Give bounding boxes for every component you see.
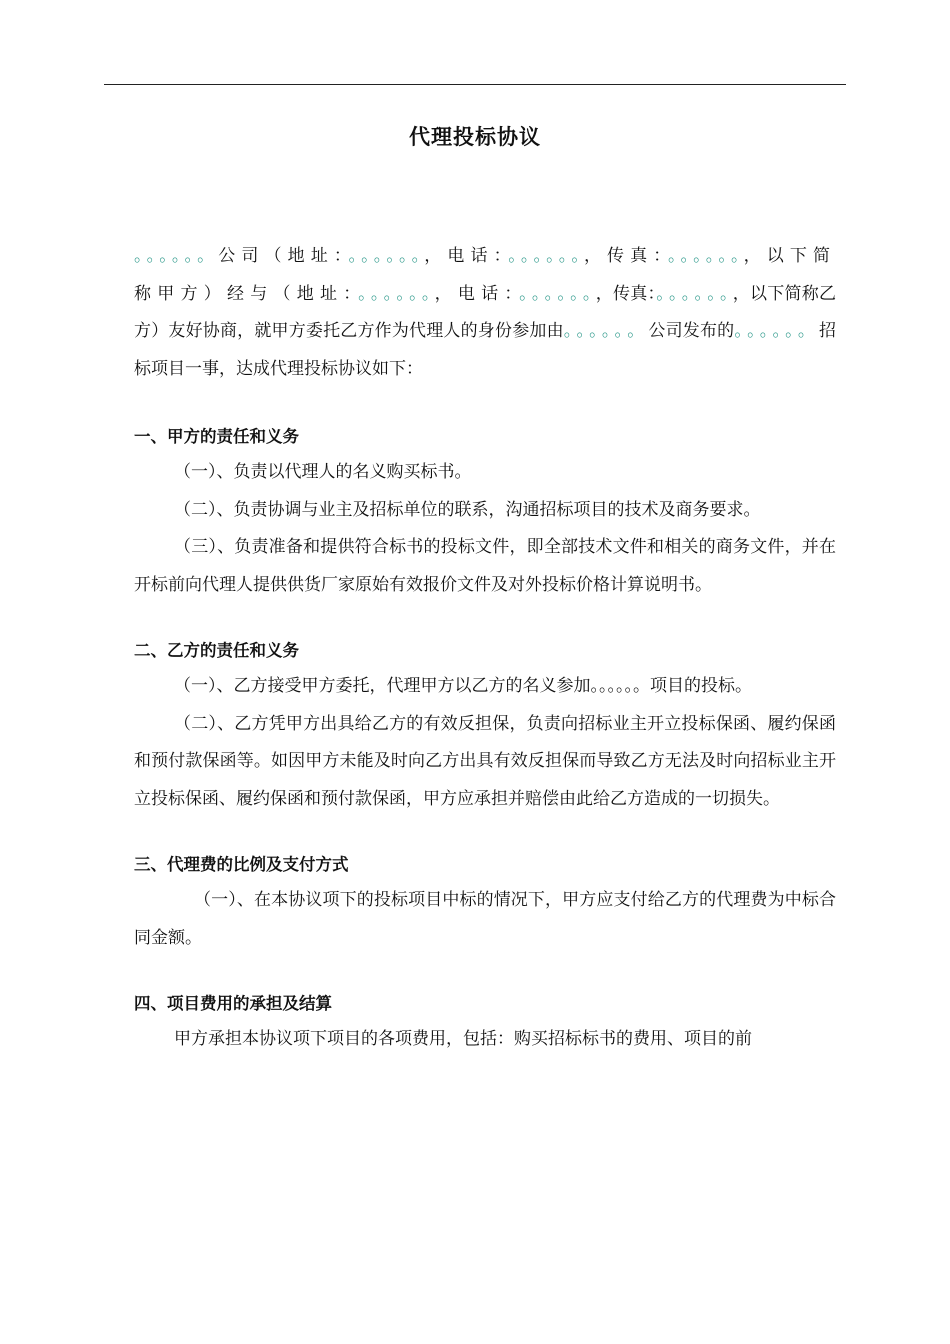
intro-text-7: ，以下简称乙方）友好协商，就甲方委托乙方作为代理人的身份参加由 <box>134 283 837 341</box>
section-1-item-2: （二）、负责协调与业主及招标单位的联系，沟通招标项目的技术及商务要求。 <box>174 499 761 520</box>
intro-text-2: ，电话： <box>424 246 509 266</box>
blank-party-b-phone: 。。。。。。 <box>519 283 596 304</box>
intro-paragraph <box>134 238 836 388</box>
section-3-item-1: （一）、在本协议项下的投标项目中标的情况下，甲方应支付给乙方的代理费为中标合同金额。 <box>134 890 836 948</box>
intro-text-1: 公司（地址： <box>218 246 349 266</box>
section-4-item-1: 甲方承担本协议项下项目的各项费用，包括：购买招标标书的费用、项目的前 <box>174 1029 752 1049</box>
intro-text-5: ，电话： <box>434 283 520 304</box>
section-2-item-1: （一）、乙方接受甲方委托，代理甲方以乙方的名义参加。。。。。。项目的投标。 <box>174 676 752 696</box>
section-1-item-1: （一）、负责以代理人的名义购买标书。 <box>174 462 472 482</box>
intro-text-3: ，传真： <box>583 246 668 266</box>
section-3-heading: 三、代理费的比例及支付方式 <box>134 855 349 874</box>
blank-party-b-fax: 。。。。。。 <box>656 283 733 304</box>
document-body <box>134 238 836 1059</box>
blank-project-name: 。。。。。。 <box>734 321 820 341</box>
blank-party-b-address: 。。。。。。 <box>358 283 435 304</box>
blank-issuer-company: 。。。。。。 <box>563 321 649 341</box>
section-1-heading: 一、甲方的责任和义务 <box>134 427 299 446</box>
intro-text-4: ，以下简称甲方）经与（地址： <box>134 246 837 304</box>
intro-text-8: 公司发布的 <box>648 321 735 341</box>
header-rule <box>104 84 846 85</box>
intro-text-9: 招标项目一事，达成代理投标协议如下： <box>134 321 837 379</box>
page-title: 代理投标协议 <box>409 125 541 149</box>
section-1-item-3: （三）、负责准备和提供符合标书的投标文件，即全部技术文件和相关的商务文件，并在开标前向代理人提供供货厂家原始有效报价文件及对外投标价格计算说明书。 <box>134 537 836 595</box>
section-4-heading: 四、项目费用的承担及结算 <box>134 994 332 1013</box>
section-2-heading: 二、乙方的责任和义务 <box>134 641 299 660</box>
blank-party-a-phone: 。。。。。。 <box>508 246 584 266</box>
blank-party-a-company: 。。。。。。 <box>134 246 219 266</box>
blank-party-a-address: 。。。。。。 <box>348 246 425 266</box>
intro-text-6: ，传真： <box>595 283 657 304</box>
section-2-item-2: （二）、乙方凭甲方出具给乙方的有效反担保，负责向招标业主开立投标保函、履约保函和预付款保函等。如因甲方未能及时向乙方出具有效反担保而导致乙方无法及时向招标业主开立投标保函、履约保函和预付款保函，甲方应承担并赔偿由此给乙方造成的一切损失。 <box>134 713 836 809</box>
blank-party-a-fax: 。。。。。。 <box>667 246 744 266</box>
